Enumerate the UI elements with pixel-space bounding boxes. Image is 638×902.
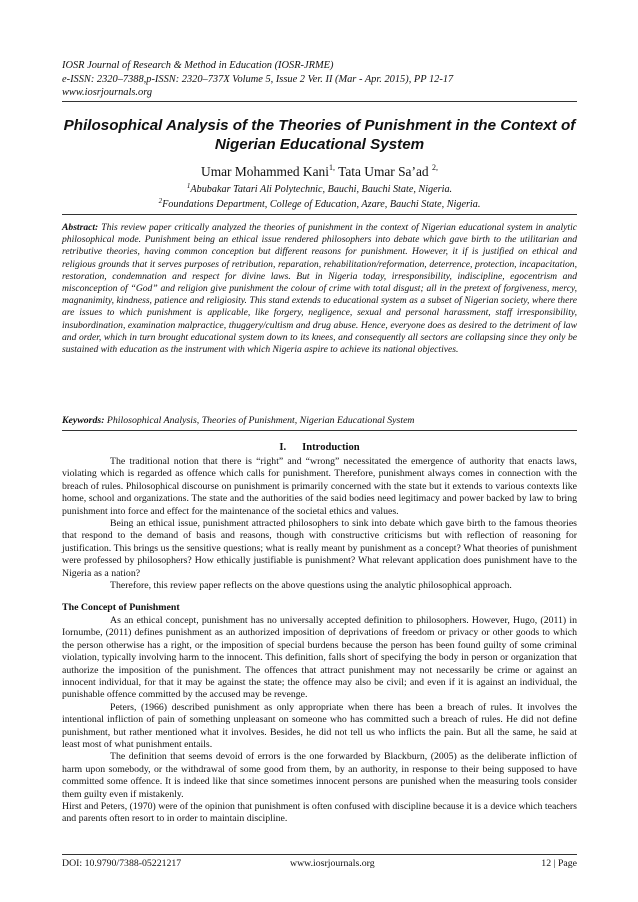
journal-name: IOSR Journal of Research & Method in Education (IOSR-JRME) <box>62 60 334 71</box>
intro-paragraph-3: Therefore, this review paper reflects on the above questions using the analytic philosophical approach. <box>110 580 512 592</box>
affiliation-1-text: Abubakar Tatari Ali Polytechnic, Bauchi, Bauchi State, Nigeria. <box>190 184 453 195</box>
keywords-label: Keywords: <box>62 415 105 426</box>
keywords <box>62 415 577 427</box>
affiliation-2-text: Foundations Department, College of Education, Azare, Bauchi State, Nigeria. <box>162 199 481 210</box>
author-line <box>62 160 577 180</box>
keywords-text: Philosophical Analysis, Theories of Punishment, Nigerian Educational System <box>106 415 415 426</box>
abstract-label: Abstract: <box>62 222 99 233</box>
concept-paragraph-1: As an ethical concept, punishment has no universally accepted definition to philosophers. However, Hugo, (2011) in Iornumbe, (2011) defines punishment as an authorized imposition of deprivations of freedom or privacy or other goods to which the person otherwise has a right, or the imposition of special burdens because the person has been found guilty of some criminal violation, typically involving harm to the innocent. This definition, falls short of specifying the body in person or organization that authorize the imposition of the punishment. The offences that attract punishment may not necessarily be crime or against an innocent individual, for that it may be against the state; the offence may also be civil; and even if it is against an individual, the punishable offence committed by the accused may be revenge. <box>62 614 577 701</box>
paper-title: Philosophical Analysis of the Theories of Punishment in the Context of Nigerian Educational System <box>63 117 576 153</box>
author-2-sup: 2, <box>431 163 438 172</box>
author-2-name: Tata Umar Sa’ad <box>338 164 429 179</box>
abstract-rule-bottom <box>62 430 577 431</box>
intro-paragraph-2: Being an ethical issue, punishment attracted philosophers to sink into debate which gave birth to the famous theories that respond to the demand of basis and reasons, though with constructive criticisms but with reflection of reasoning for justification. This brings us the sensitive questions; what is really meant by punishment as a concept? What theories of punishment were professed by philosophers? How ethically justifiable is punishment? What relevant application does punishment have to the Nigeria as a nation? <box>62 518 577 579</box>
section-1-number: I. <box>279 442 287 453</box>
concept-paragraph-3: The definition that seems devoid of errors is the one forwarded by Blackburn, (2005) as the deliberate infliction of harm upon somebody, or the withdrawal of some good from them, by an authority, in response to their being supposed to have committed some offence. It is indeed like that since sometimes innocent persons are punished when the measuring tools consider them guilty even if mistakenly. <box>62 751 577 800</box>
header-rule <box>62 101 577 102</box>
footer-rule <box>62 854 577 855</box>
concept-paragraph-4: Hirst and Peters, (1970) were of the opinion that punishment is often confused with discipline because it is a device which teachers and parents often resort to in order to maintain discipline. <box>62 800 577 825</box>
concept-paragraph-2: Peters, (1966) described punishment as only appropriate when there has been a breach of rules. It involves the intentional infliction of pain of something unpleasant on someone who has committed such a breach of rules. He did not define punishment, but rather mentioned what it involves. Besides, he did not tell us who inflicts the pain. But all the same, he said at least most of what punishment entails. <box>62 701 577 750</box>
journal-header <box>62 59 582 100</box>
footer-website: www.iosrjournals.org <box>290 858 375 869</box>
section-1-title: Introduction <box>302 442 360 453</box>
journal-website: www.iosrjournals.org <box>62 87 153 99</box>
affiliation-1-sup: 1 <box>186 182 191 190</box>
author-1-sup: 1, <box>328 163 335 172</box>
section-2-heading: The Concept of Punishment <box>62 602 180 614</box>
author-1-name: Umar Mohammed Kani <box>201 164 329 179</box>
footer-doi: DOI: 10.9790/7388-05221217 <box>62 858 182 869</box>
section-1-heading <box>62 441 577 454</box>
affiliation-1 <box>62 180 577 196</box>
body-text <box>62 456 577 826</box>
abstract-rule-top <box>62 214 577 215</box>
abstract <box>62 222 577 356</box>
affiliation-2 <box>62 195 577 211</box>
intro-paragraph-1: The traditional notion that there is “right” and “wrong” necessitated the emergence of authority that enacts laws, violating which is regarded as offence which calls for punishment. Therefore, punishment always comes in connection with the breach of rules. Philosophical discourse on punishment is primarily concerned with the state but it extends to various contexts like home, school and organizations. The state and the authorities of the said bodies need legitimacy and power backed by law to bring punishment into force and effect for the maintenance of the societal ethics and values. <box>62 456 577 517</box>
footer-page-number: 12 | Page <box>541 858 577 869</box>
journal-issn: e-ISSN: 2320–7388,p-ISSN: 2320–737X Volume 5, Issue 2 Ver. II (Mar - Apr. 2015), PP 12-17 <box>62 73 454 85</box>
affiliation-2-sup: 2 <box>158 197 163 205</box>
abstract-text: This review paper critically analyzed the theories of punishment in the context of Nigerian educational system in analytic philosophical mode. Punishment being an ethical issue rendered philosophers into debate which gave birth to the utilitarian and retributive theories, having common conception but different reasons for punishment. However, it if is justified on ethical and religious grounds that it serves purposes of retribution, reparation, rehabilitation/reformation, deterrence, protection, incapacitation, restoration, condemnation and respect for divine laws. But in Nigeria today, irresponsibility, indiscipline, egocentrism and misconception of “God” and religion give punishment the colour of crime with total disgust; all in the pretext of forgiveness, mercy, magnanimity, kindness, patience and religiosity. This stand extends to educational system as a subset of Nigerian society, where there are issues to which punishment is applicable, like forgery, negligence, sexual and personal harassment, staff irresponsibility, insubordination, examination malpractice, thuggery/cultism and drug abuse. Hence, everyone does as desired to the detriment of law and order, which in turn brought educational system down to its knees, and consequently all sectors are collapsing since they only be sustained with education as the instrument with which Nigeria aspire to achieve its national objectives. <box>62 222 577 356</box>
